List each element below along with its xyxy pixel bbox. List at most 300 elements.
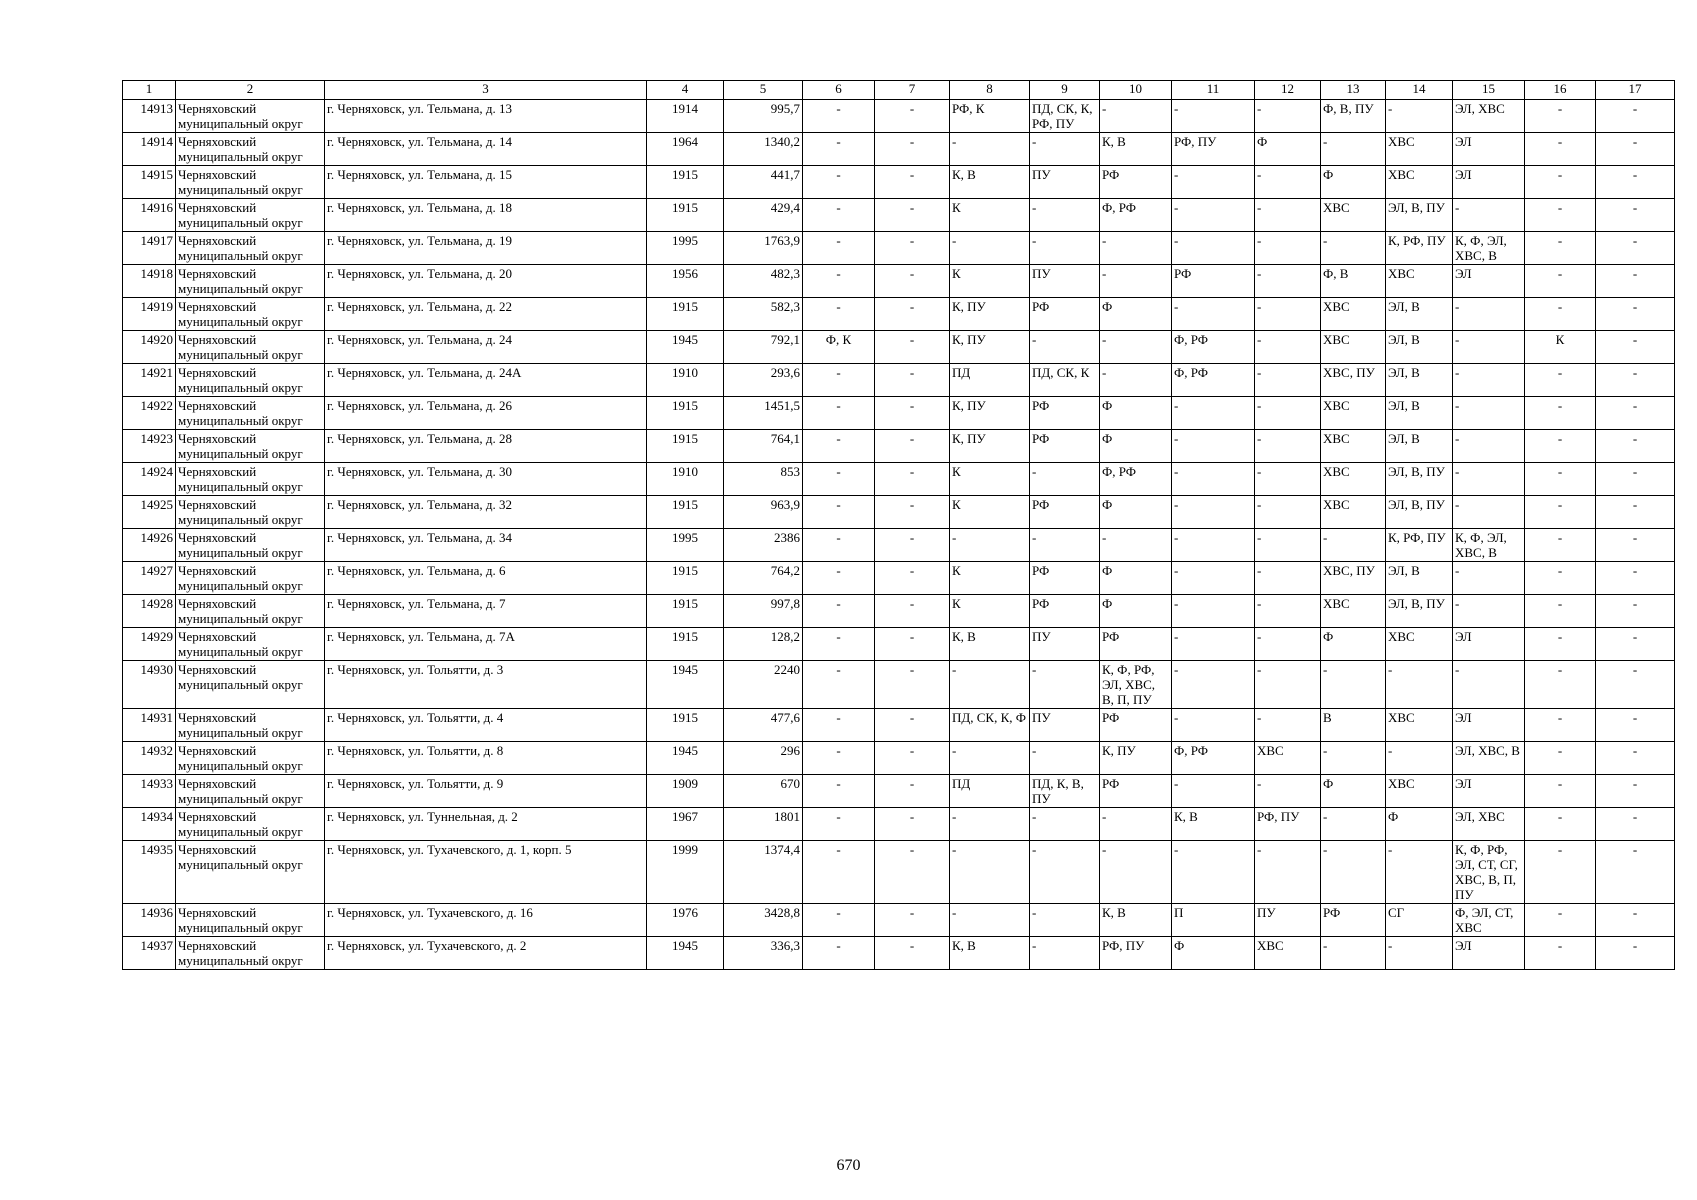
table-cell: - bbox=[1172, 661, 1255, 709]
table-cell: - bbox=[1525, 904, 1596, 937]
table-cell: - bbox=[803, 904, 875, 937]
table-cell: - bbox=[1321, 133, 1386, 166]
table-cell: Черняховский муниципальный округ bbox=[176, 331, 325, 364]
table-cell: ЭЛ bbox=[1453, 709, 1525, 742]
table-cell: 14919 bbox=[123, 298, 176, 331]
table-cell: - bbox=[1255, 199, 1321, 232]
column-header: 1 bbox=[123, 81, 176, 100]
table-cell: г. Черняховск, ул. Тельмана, д. 13 bbox=[325, 100, 647, 133]
table-cell: 1915 bbox=[647, 628, 724, 661]
table-cell: Ф bbox=[1321, 628, 1386, 661]
table-cell: ХВС bbox=[1321, 496, 1386, 529]
table-cell: ЭЛ, В bbox=[1386, 397, 1453, 430]
table-cell: - bbox=[1525, 775, 1596, 808]
column-header: 17 bbox=[1596, 81, 1675, 100]
table-cell: ЭЛ bbox=[1453, 265, 1525, 298]
table-cell: г. Черняховск, ул. Тельмана, д. 28 bbox=[325, 430, 647, 463]
table-cell: РФ, К bbox=[950, 100, 1030, 133]
table-cell: - bbox=[1172, 775, 1255, 808]
table-cell: г. Черняховск, ул. Тельмана, д. 22 bbox=[325, 298, 647, 331]
table-cell: ХВС bbox=[1386, 775, 1453, 808]
table-cell: 14913 bbox=[123, 100, 176, 133]
table-cell: П bbox=[1172, 904, 1255, 937]
table-cell: - bbox=[803, 595, 875, 628]
table-cell: ЭЛ, В bbox=[1386, 562, 1453, 595]
table-cell: - bbox=[1525, 496, 1596, 529]
table-cell: - bbox=[875, 430, 950, 463]
table-cell: К, РФ, ПУ bbox=[1386, 232, 1453, 265]
table-cell: - bbox=[803, 166, 875, 199]
table-cell: Черняховский муниципальный округ bbox=[176, 562, 325, 595]
table-cell: РФ bbox=[1100, 166, 1172, 199]
table-cell: г. Черняховск, ул. Тольятти, д. 8 bbox=[325, 742, 647, 775]
table-cell: - bbox=[1596, 595, 1675, 628]
table-cell: - bbox=[1453, 496, 1525, 529]
table-cell: 14922 bbox=[123, 397, 176, 430]
table-cell: РФ bbox=[1030, 298, 1100, 331]
table-cell: 1915 bbox=[647, 709, 724, 742]
table-row bbox=[123, 430, 1675, 463]
table-cell: - bbox=[1525, 661, 1596, 709]
table-cell: 995,7 bbox=[724, 100, 803, 133]
table-cell: К, В bbox=[1100, 904, 1172, 937]
table-cell: К bbox=[950, 265, 1030, 298]
table-cell: - bbox=[1030, 808, 1100, 841]
table-cell: - bbox=[1596, 904, 1675, 937]
column-header: 2 bbox=[176, 81, 325, 100]
table-cell: 1374,4 bbox=[724, 841, 803, 904]
table-cell: - bbox=[1172, 100, 1255, 133]
table-cell: К, В bbox=[950, 166, 1030, 199]
table-cell: 296 bbox=[724, 742, 803, 775]
table-cell: ЭЛ, ХВС bbox=[1453, 100, 1525, 133]
table-cell: Ф, РФ bbox=[1100, 199, 1172, 232]
table-row bbox=[123, 331, 1675, 364]
table-cell: - bbox=[1172, 709, 1255, 742]
table-cell: - bbox=[950, 133, 1030, 166]
column-header: 11 bbox=[1172, 81, 1255, 100]
table-cell: Черняховский муниципальный округ bbox=[176, 463, 325, 496]
table-cell: 2240 bbox=[724, 661, 803, 709]
table-cell: - bbox=[1525, 628, 1596, 661]
table-cell: - bbox=[1255, 529, 1321, 562]
table-cell: - bbox=[1030, 463, 1100, 496]
table-cell: - bbox=[1100, 331, 1172, 364]
table-cell: - bbox=[1596, 463, 1675, 496]
table-cell: 1340,2 bbox=[724, 133, 803, 166]
table-cell: К, ПУ bbox=[950, 397, 1030, 430]
table-cell: г. Черняховск, ул. Тельмана, д. 24 bbox=[325, 331, 647, 364]
table-cell: - bbox=[803, 397, 875, 430]
table-row bbox=[123, 463, 1675, 496]
table-cell: Ф bbox=[1100, 430, 1172, 463]
table-cell: ХВС bbox=[1386, 133, 1453, 166]
table-cell: г. Черняховск, ул. Тухачевского, д. 1, корп. 5 bbox=[325, 841, 647, 904]
table-cell: 1915 bbox=[647, 166, 724, 199]
table-cell: ПУ bbox=[1030, 709, 1100, 742]
table-cell: - bbox=[1453, 199, 1525, 232]
table-cell: 1915 bbox=[647, 562, 724, 595]
table-cell: - bbox=[875, 133, 950, 166]
table-cell: - bbox=[875, 166, 950, 199]
table-cell: РФ bbox=[1030, 595, 1100, 628]
column-header: 5 bbox=[724, 81, 803, 100]
table-row bbox=[123, 904, 1675, 937]
table-cell: - bbox=[1100, 265, 1172, 298]
table-cell: - bbox=[1255, 463, 1321, 496]
header-row bbox=[123, 81, 1675, 100]
table-cell: К, Ф, РФ, ЭЛ, ХВС, В, П, ПУ bbox=[1100, 661, 1172, 709]
table-cell: 582,3 bbox=[724, 298, 803, 331]
table-cell: - bbox=[1596, 628, 1675, 661]
table-cell: ЭЛ, В bbox=[1386, 298, 1453, 331]
table-cell: г. Черняховск, ул. Тельмана, д. 20 bbox=[325, 265, 647, 298]
table-cell: ПУ bbox=[1030, 166, 1100, 199]
table-cell: 1910 bbox=[647, 463, 724, 496]
table-cell: Ф, К bbox=[803, 331, 875, 364]
table-cell: РФ bbox=[1030, 562, 1100, 595]
table-cell: - bbox=[1596, 562, 1675, 595]
table-cell: К, В bbox=[950, 628, 1030, 661]
table-cell: - bbox=[1596, 133, 1675, 166]
table-cell: г. Черняховск, ул. Тельмана, д. 32 bbox=[325, 496, 647, 529]
column-header: 15 bbox=[1453, 81, 1525, 100]
table-cell: - bbox=[950, 529, 1030, 562]
table-cell: - bbox=[1525, 100, 1596, 133]
table-cell: - bbox=[1525, 808, 1596, 841]
table-cell: - bbox=[950, 841, 1030, 904]
table-row bbox=[123, 397, 1675, 430]
table-cell: г. Черняховск, ул. Тельмана, д. 6 bbox=[325, 562, 647, 595]
table-row bbox=[123, 496, 1675, 529]
table-cell: - bbox=[1255, 397, 1321, 430]
table-cell: 1915 bbox=[647, 595, 724, 628]
table-cell: 1915 bbox=[647, 199, 724, 232]
table-cell: - bbox=[875, 937, 950, 970]
table-row bbox=[123, 298, 1675, 331]
table-cell: - bbox=[875, 265, 950, 298]
table-cell: 14914 bbox=[123, 133, 176, 166]
table-cell: - bbox=[1030, 133, 1100, 166]
table-cell: Черняховский муниципальный округ bbox=[176, 937, 325, 970]
table-cell: - bbox=[1321, 808, 1386, 841]
table-cell: ПД, СК, К bbox=[1030, 364, 1100, 397]
table-cell: г. Черняховск, ул. Тольятти, д. 9 bbox=[325, 775, 647, 808]
table-cell: ЭЛ, В, ПУ bbox=[1386, 463, 1453, 496]
table-cell: - bbox=[1255, 496, 1321, 529]
table-cell: г. Черняховск, ул. Тельмана, д. 15 bbox=[325, 166, 647, 199]
table-cell: Ф, РФ bbox=[1100, 463, 1172, 496]
column-header: 14 bbox=[1386, 81, 1453, 100]
table-cell: 1956 bbox=[647, 265, 724, 298]
table-cell: Черняховский муниципальный округ bbox=[176, 100, 325, 133]
table-cell: Ф bbox=[1386, 808, 1453, 841]
table-cell: - bbox=[1172, 298, 1255, 331]
table-cell: 792,1 bbox=[724, 331, 803, 364]
table-cell: - bbox=[1525, 595, 1596, 628]
table-cell: - bbox=[1172, 595, 1255, 628]
table-row bbox=[123, 661, 1675, 709]
table-cell: К, В bbox=[950, 937, 1030, 970]
table-cell: г. Черняховск, ул. Тольятти, д. 4 bbox=[325, 709, 647, 742]
table-cell: - bbox=[803, 265, 875, 298]
table-cell: - bbox=[803, 808, 875, 841]
table-cell: - bbox=[1255, 661, 1321, 709]
table-cell: - bbox=[1321, 661, 1386, 709]
table-cell: РФ, ПУ bbox=[1255, 808, 1321, 841]
table-cell: - bbox=[803, 298, 875, 331]
table-cell: - bbox=[1596, 661, 1675, 709]
table-cell: К, Ф, РФ, ЭЛ, СТ, СГ, ХВС, В, П, ПУ bbox=[1453, 841, 1525, 904]
table-cell: - bbox=[1100, 841, 1172, 904]
table-cell: Ф, РФ bbox=[1172, 364, 1255, 397]
table-cell: 14935 bbox=[123, 841, 176, 904]
table-cell: Ф bbox=[1255, 133, 1321, 166]
table-cell: - bbox=[803, 430, 875, 463]
table-cell: Ф, ЭЛ, СТ, ХВС bbox=[1453, 904, 1525, 937]
table-cell: - bbox=[1525, 199, 1596, 232]
column-header: 4 bbox=[647, 81, 724, 100]
table-cell: ЭЛ bbox=[1453, 628, 1525, 661]
table-body bbox=[123, 100, 1675, 970]
table-cell: ПД, К, В, ПУ bbox=[1030, 775, 1100, 808]
table-cell: - bbox=[1321, 742, 1386, 775]
table-cell: 14929 bbox=[123, 628, 176, 661]
table-cell: РФ bbox=[1100, 709, 1172, 742]
table-cell: К bbox=[950, 199, 1030, 232]
table-cell: Черняховский муниципальный округ bbox=[176, 397, 325, 430]
table-cell: г. Черняховск, ул. Тельмана, д. 24А bbox=[325, 364, 647, 397]
table-cell: - bbox=[803, 937, 875, 970]
table-cell: - bbox=[1100, 808, 1172, 841]
table-cell: - bbox=[1596, 937, 1675, 970]
table-cell: 336,3 bbox=[724, 937, 803, 970]
table-cell: 14926 bbox=[123, 529, 176, 562]
table-cell: г. Черняховск, ул. Тельмана, д. 14 bbox=[325, 133, 647, 166]
table-header bbox=[123, 81, 1675, 100]
table-cell: ПД bbox=[950, 775, 1030, 808]
table-cell: 14923 bbox=[123, 430, 176, 463]
table-cell: СГ bbox=[1386, 904, 1453, 937]
table-cell: - bbox=[875, 529, 950, 562]
table-cell: - bbox=[1030, 904, 1100, 937]
table-cell: - bbox=[875, 595, 950, 628]
table-cell: - bbox=[1172, 496, 1255, 529]
table-cell: - bbox=[1172, 628, 1255, 661]
table-cell: - bbox=[1525, 265, 1596, 298]
table-cell: - bbox=[1321, 937, 1386, 970]
table-cell: ХВС bbox=[1321, 397, 1386, 430]
table-cell: ПД bbox=[950, 364, 1030, 397]
table-cell: 14925 bbox=[123, 496, 176, 529]
table-cell: 14927 bbox=[123, 562, 176, 595]
table-cell: - bbox=[875, 904, 950, 937]
table-cell: г. Черняховск, ул. Тельмана, д. 26 bbox=[325, 397, 647, 430]
table-cell: - bbox=[1255, 364, 1321, 397]
table-cell: 14917 bbox=[123, 232, 176, 265]
table-cell: К bbox=[950, 463, 1030, 496]
table-cell: - bbox=[1453, 430, 1525, 463]
table-row bbox=[123, 199, 1675, 232]
table-cell: - bbox=[1596, 808, 1675, 841]
table-cell: - bbox=[1596, 430, 1675, 463]
table-row bbox=[123, 232, 1675, 265]
table-cell: К bbox=[950, 595, 1030, 628]
table-cell: - bbox=[1596, 166, 1675, 199]
table-cell: 1914 bbox=[647, 100, 724, 133]
table-cell: - bbox=[803, 529, 875, 562]
column-header: 9 bbox=[1030, 81, 1100, 100]
column-header: 13 bbox=[1321, 81, 1386, 100]
table-cell: - bbox=[1321, 841, 1386, 904]
table-row bbox=[123, 529, 1675, 562]
table-cell: 14934 bbox=[123, 808, 176, 841]
table-cell: - bbox=[1255, 628, 1321, 661]
table-cell: ЭЛ bbox=[1453, 775, 1525, 808]
table-cell: - bbox=[803, 742, 875, 775]
table-cell: Ф bbox=[1321, 166, 1386, 199]
column-header: 16 bbox=[1525, 81, 1596, 100]
table-cell: 2386 bbox=[724, 529, 803, 562]
table-cell: - bbox=[875, 775, 950, 808]
table-cell: - bbox=[1172, 199, 1255, 232]
table-cell: - bbox=[803, 496, 875, 529]
column-header: 3 bbox=[325, 81, 647, 100]
table-cell: К bbox=[1525, 331, 1596, 364]
table-cell: Черняховский муниципальный округ bbox=[176, 529, 325, 562]
table-cell: г. Черняховск, ул. Тельмана, д. 34 bbox=[325, 529, 647, 562]
table-cell: - bbox=[1596, 397, 1675, 430]
table-cell: - bbox=[803, 232, 875, 265]
table-cell: - bbox=[1255, 430, 1321, 463]
table-cell: К, ПУ bbox=[1100, 742, 1172, 775]
table-cell: 14924 bbox=[123, 463, 176, 496]
table-cell: ЭЛ, В bbox=[1386, 430, 1453, 463]
table-cell: 441,7 bbox=[724, 166, 803, 199]
table-row bbox=[123, 742, 1675, 775]
table-cell: Ф bbox=[1172, 937, 1255, 970]
table-cell: Черняховский муниципальный округ bbox=[176, 661, 325, 709]
table-cell: 14930 bbox=[123, 661, 176, 709]
table-cell: ЭЛ, В, ПУ bbox=[1386, 496, 1453, 529]
table-cell: - bbox=[1030, 199, 1100, 232]
table-cell: К, Ф, ЭЛ, ХВС, В bbox=[1453, 529, 1525, 562]
table-cell: - bbox=[803, 841, 875, 904]
table-cell: - bbox=[1100, 232, 1172, 265]
table-cell: ПУ bbox=[1255, 904, 1321, 937]
table-cell: - bbox=[1100, 100, 1172, 133]
table-cell: - bbox=[1255, 232, 1321, 265]
table-cell: 1999 bbox=[647, 841, 724, 904]
table-cell: - bbox=[1596, 265, 1675, 298]
table-cell: 14937 bbox=[123, 937, 176, 970]
table-row bbox=[123, 133, 1675, 166]
table-cell: г. Черняховск, ул. Туннельная, д. 2 bbox=[325, 808, 647, 841]
table-row bbox=[123, 166, 1675, 199]
table-cell: - bbox=[1386, 661, 1453, 709]
table-cell: ХВС bbox=[1321, 430, 1386, 463]
table-row bbox=[123, 562, 1675, 595]
table-cell: ХВС bbox=[1321, 331, 1386, 364]
table-cell: - bbox=[1100, 364, 1172, 397]
table-cell: К bbox=[950, 562, 1030, 595]
table-cell: - bbox=[1596, 496, 1675, 529]
table-row bbox=[123, 364, 1675, 397]
table-cell: - bbox=[1030, 529, 1100, 562]
table-cell: 1910 bbox=[647, 364, 724, 397]
table-cell: 764,2 bbox=[724, 562, 803, 595]
table-cell: - bbox=[803, 364, 875, 397]
table-cell: 14915 bbox=[123, 166, 176, 199]
table-cell: Черняховский муниципальный округ bbox=[176, 133, 325, 166]
table-cell: 1915 bbox=[647, 298, 724, 331]
table-cell: - bbox=[1525, 562, 1596, 595]
table-cell: - bbox=[1453, 661, 1525, 709]
table-cell: Черняховский муниципальный округ bbox=[176, 742, 325, 775]
table-cell: - bbox=[1172, 397, 1255, 430]
table-cell: Черняховский муниципальный округ bbox=[176, 232, 325, 265]
table-cell: - bbox=[803, 100, 875, 133]
table-cell: 1915 bbox=[647, 397, 724, 430]
table-cell: - bbox=[875, 298, 950, 331]
table-cell: - bbox=[1596, 775, 1675, 808]
table-cell: - bbox=[1596, 529, 1675, 562]
table-cell: 293,6 bbox=[724, 364, 803, 397]
table-cell: ХВС bbox=[1386, 709, 1453, 742]
table-cell: Ф, РФ bbox=[1172, 742, 1255, 775]
table-cell: - bbox=[1596, 841, 1675, 904]
table-cell: ЭЛ, ХВС, В bbox=[1453, 742, 1525, 775]
table-cell: - bbox=[875, 463, 950, 496]
table-cell: 14920 bbox=[123, 331, 176, 364]
table-cell: - bbox=[1525, 742, 1596, 775]
table-cell: - bbox=[1255, 100, 1321, 133]
table-cell: - bbox=[1453, 463, 1525, 496]
table-cell: - bbox=[1172, 166, 1255, 199]
table-cell: - bbox=[1596, 199, 1675, 232]
table-cell: Ф bbox=[1100, 397, 1172, 430]
column-header: 7 bbox=[875, 81, 950, 100]
table-cell: - bbox=[1525, 937, 1596, 970]
table-cell: - bbox=[1453, 298, 1525, 331]
table-cell: 1995 bbox=[647, 232, 724, 265]
table-cell: - bbox=[950, 808, 1030, 841]
column-header: 8 bbox=[950, 81, 1030, 100]
table-cell: Черняховский муниципальный округ bbox=[176, 364, 325, 397]
table-cell: 1451,5 bbox=[724, 397, 803, 430]
table-cell: г. Черняховск, ул. Тельмана, д. 19 bbox=[325, 232, 647, 265]
table-cell: Черняховский муниципальный округ bbox=[176, 709, 325, 742]
table-cell: К, В bbox=[1172, 808, 1255, 841]
table-cell: ХВС bbox=[1386, 265, 1453, 298]
table-cell: - bbox=[1453, 562, 1525, 595]
table-cell: К, ПУ bbox=[950, 298, 1030, 331]
table-cell: 1945 bbox=[647, 661, 724, 709]
table-cell: - bbox=[1596, 298, 1675, 331]
table-cell: - bbox=[803, 133, 875, 166]
table-cell: 1964 bbox=[647, 133, 724, 166]
table-cell: - bbox=[875, 808, 950, 841]
table-cell: РФ, ПУ bbox=[1100, 937, 1172, 970]
table-cell: 1801 bbox=[724, 808, 803, 841]
table-cell: 14931 bbox=[123, 709, 176, 742]
table-cell: - bbox=[875, 628, 950, 661]
table-cell: - bbox=[1172, 430, 1255, 463]
table-cell: - bbox=[1321, 529, 1386, 562]
table-cell: ЭЛ, ХВС bbox=[1453, 808, 1525, 841]
table-cell: - bbox=[875, 709, 950, 742]
table-cell: ЭЛ, В, ПУ bbox=[1386, 199, 1453, 232]
